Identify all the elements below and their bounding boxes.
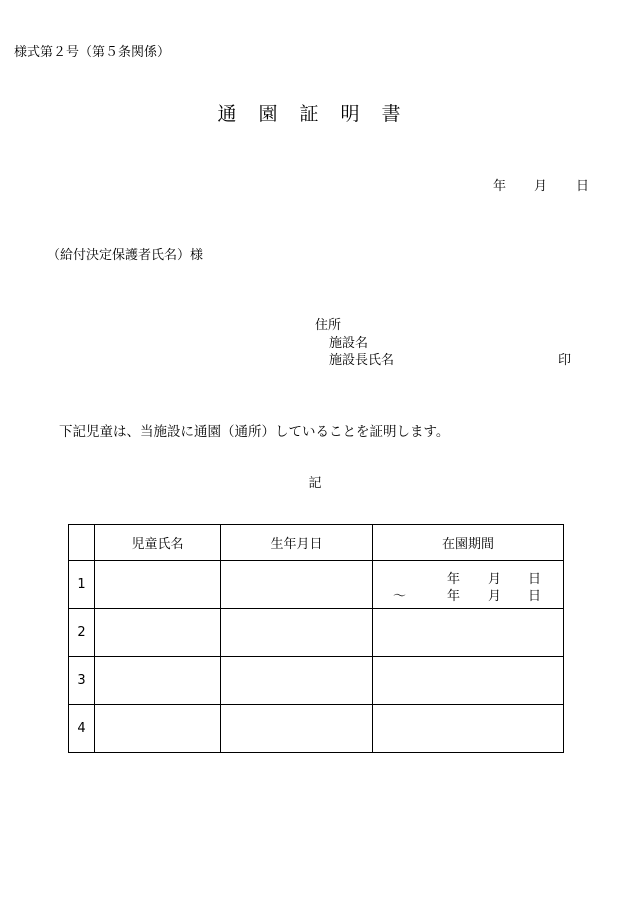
seal-mark: 印	[558, 353, 572, 368]
ki-heading: 記	[308, 476, 322, 491]
row-number: 3	[69, 657, 95, 705]
child-name-cell	[95, 561, 221, 609]
row-number: 1	[69, 561, 95, 609]
table-header-no	[69, 525, 95, 561]
child-name-cell	[95, 705, 221, 753]
period-to-day: 日	[528, 589, 542, 604]
table-row	[69, 609, 564, 657]
birthdate-cell	[221, 561, 373, 609]
birthdate-cell	[221, 609, 373, 657]
issuer-address-label: 住所	[315, 318, 342, 333]
document-title: 通園証明書	[217, 103, 423, 125]
row-number: 2	[69, 609, 95, 657]
period-to-month: 月	[488, 589, 502, 604]
addressee-line: （給付決定保護者氏名）様	[47, 248, 204, 263]
table-header-birthdate: 生年月日	[221, 525, 373, 561]
birthdate-cell	[221, 657, 373, 705]
children-table	[68, 524, 564, 753]
period-from-month: 月	[488, 572, 502, 587]
table-row	[69, 561, 564, 609]
child-name-cell	[95, 609, 221, 657]
enrollment-period-cell	[373, 657, 564, 705]
table-row	[69, 657, 564, 705]
form-number: 様式第２号（第５条関係）	[14, 45, 171, 60]
period-tilde: ～	[393, 589, 407, 604]
enrollment-period-cell	[373, 609, 564, 657]
issuer-facility-name-label: 施設名	[329, 336, 369, 351]
birthdate-cell	[221, 705, 373, 753]
period-to-year: 年	[447, 589, 461, 604]
table-header-enrollment-period: 在園期間	[373, 525, 564, 561]
date-month-label: 月	[534, 179, 548, 194]
certification-statement: 下記児童は、当施設に通園（通所）していることを証明します。	[59, 424, 450, 440]
child-name-cell	[95, 657, 221, 705]
table-header-child-name: 児童氏名	[95, 525, 221, 561]
period-from-year: 年	[447, 572, 461, 587]
date-day-label: 日	[576, 179, 590, 194]
date-year-label: 年	[493, 179, 507, 194]
table-row	[69, 705, 564, 753]
enrollment-period-cell	[373, 705, 564, 753]
issuer-director-name-label: 施設長氏名	[329, 353, 395, 368]
row-number: 4	[69, 705, 95, 753]
period-from-day: 日	[528, 572, 542, 587]
table-header-row	[69, 525, 564, 561]
enrollment-period-cell	[373, 561, 564, 609]
